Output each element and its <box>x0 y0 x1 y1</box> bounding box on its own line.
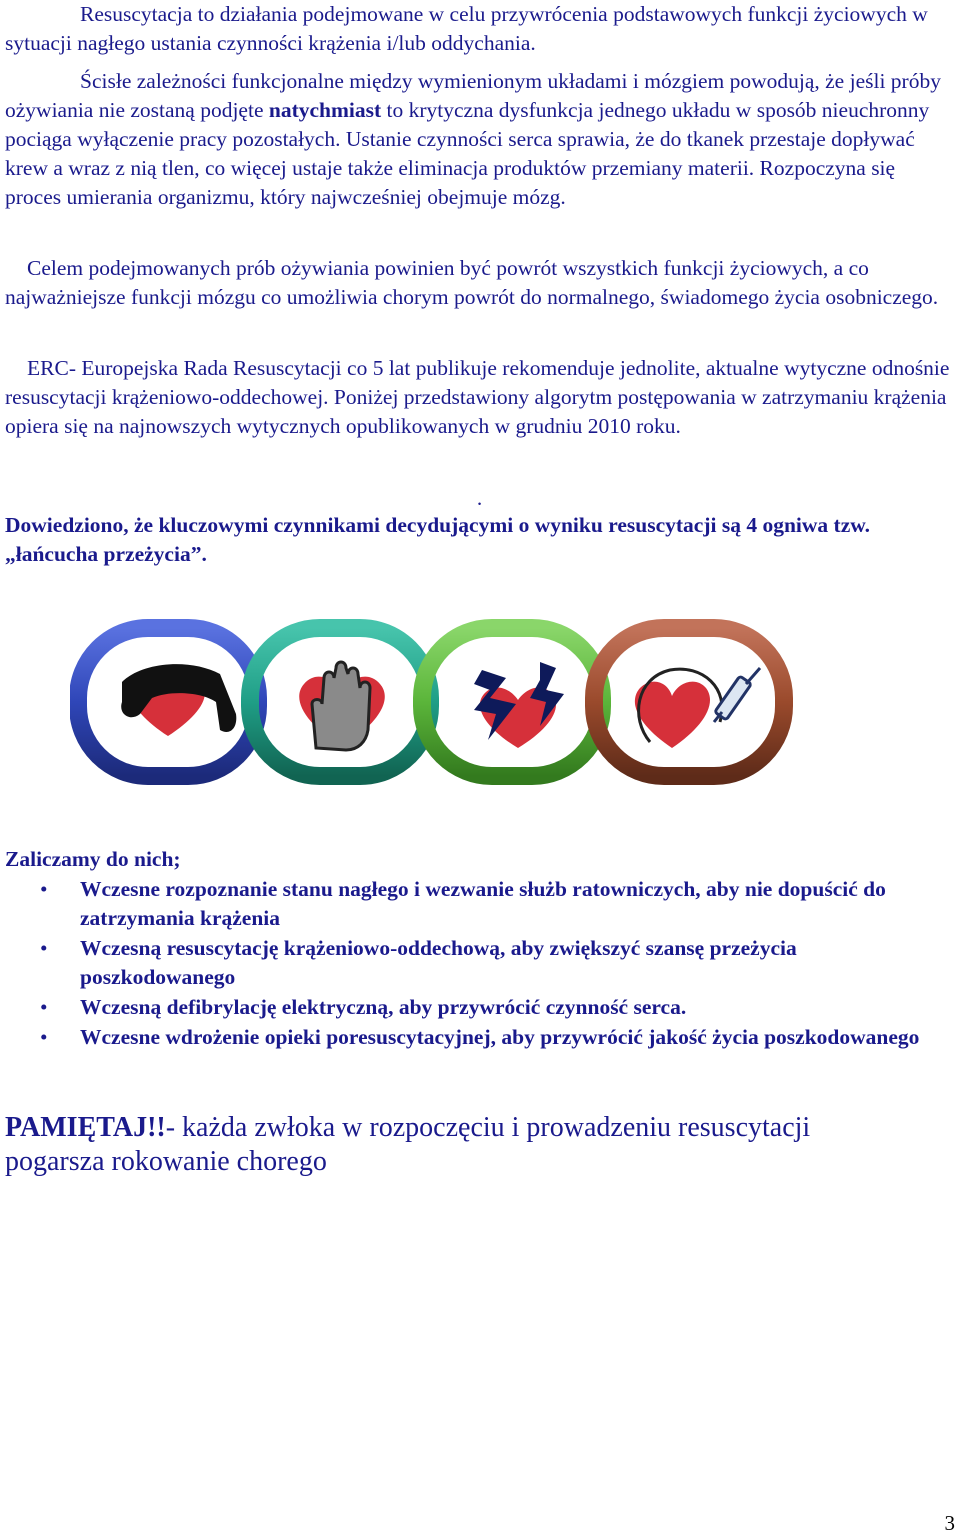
list-item-text: Wczesne wdrożenie opieki poresuscytacyjnej, aby przywrócić jakość życia poszkodowanego <box>80 1025 920 1049</box>
bullet-icon: • <box>40 1025 48 1049</box>
dependency-text-b: to krytyczna dysfunkcja jednego układu w sposób nieuchronny pociąga wyłączenie pracy pozostałych. Ustanie czynności serca sprawia, że do tkanek przestaje dopływać krew a wraz z nią tlen, co więcej ustaje także eliminacja produktów przemiany materii. Rozpoczyna się proces umierania organizmu, który najwcześniej obejmuje mózg. <box>5 98 930 209</box>
dependency-paragraph <box>5 67 954 212</box>
bullet-icon: • <box>40 995 48 1019</box>
goal-paragraph: Celem podejmowanych prób ożywiania powinien być powrót wszystkich funkcji życiowych, a co najważniejsze funkcji mózgu co umożliwia chorym powrót do normalnego, świadomego życia osobniczego. <box>5 256 939 309</box>
intro-paragraph: Resuscytacja to działania podejmowane w celu przywrócenia podstawowych funkcji życiowych w sytuacji nagłego ustania czynności krążenia i/lub oddychania. <box>5 2 928 55</box>
bullet-icon: • <box>40 936 48 960</box>
erc-paragraph: ERC- Europejska Rada Resuscytacji co 5 lat publikuje rekomenduje jednolite, aktualne wytyczne odnośnie resuscytacji krążeniowo-oddechowej. Poniżej przedstawiony algorytm postępowania w zatrzymaniu krążenia opiera się na najnowszych wytycznych opublikowanych w grudniu 2010 roku. <box>5 356 950 438</box>
remember-note <box>5 1111 905 1179</box>
list-item <box>0 993 930 1022</box>
separator-dot: . <box>476 486 483 510</box>
list-item-text: Wczesne rozpoznanie stanu nagłego i wezwanie służb ratowniczych, aby nie dopuścić do zatrzymania krążenia <box>80 877 886 930</box>
list-item <box>0 934 930 992</box>
remember-text: - każda zwłoka w rozpoczęciu i prowadzeniu resuscytacji pogarsza rokowanie chorego <box>5 1112 811 1177</box>
chain-of-survival-graphic <box>70 618 815 790</box>
list-item <box>0 1023 930 1052</box>
dependency-emphasis: natychmiast <box>268 98 382 122</box>
bullet-icon: • <box>40 877 48 901</box>
list-item <box>0 875 930 933</box>
hand-icon <box>312 662 370 750</box>
dependency-text-a: Ścisłe zależności funkcjonalne między wymienionym układami i mózgiem powodują, że jeśli próby ożywiania nie zostaną podjęte <box>5 69 941 122</box>
links-heading: Zaliczamy do nich; <box>5 847 181 871</box>
remember-emphasis: PAMIĘTAJ!! <box>5 1112 166 1143</box>
list-item-text: Wczesną resuscytację krążeniowo-oddechową, aby zwiększyć szansę przeżycia poszkodowanego <box>80 936 797 989</box>
chain-intro-paragraph: Dowiedziono, że kluczowymi czynnikami decydującymi o wyniku resuscytacji są 4 ogniwa tzw. „łańcucha przeżycia”. <box>5 513 870 566</box>
list-item-text: Wczesną defibrylację elektryczną, aby przywrócić czynność serca. <box>80 995 687 1019</box>
page-number: 3 <box>944 1511 955 1535</box>
chain-links-list <box>0 875 930 1053</box>
